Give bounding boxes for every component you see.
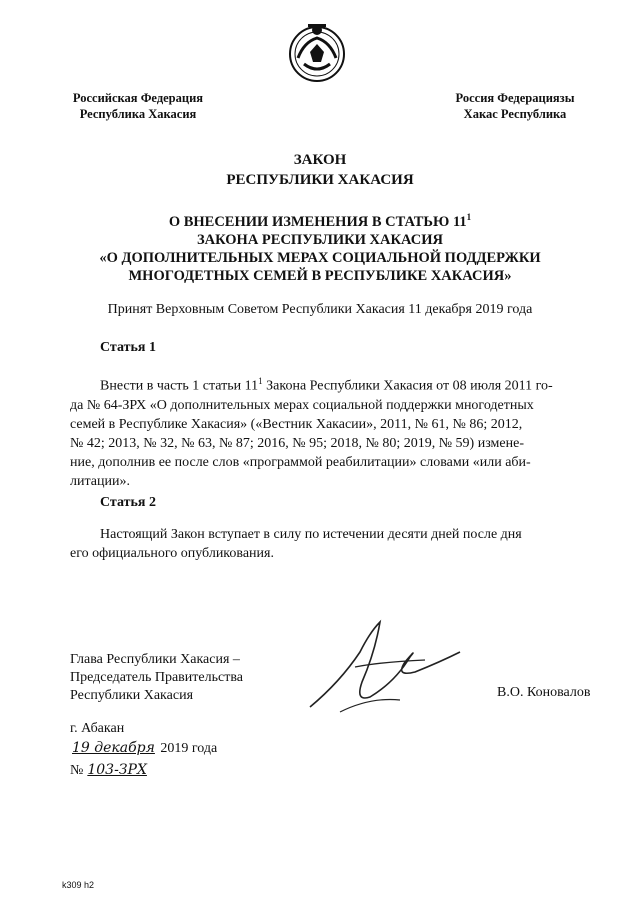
article-1-title: Статья 1 — [100, 340, 156, 355]
number-sign: № — [70, 763, 84, 778]
article-2-title: Статья 2 — [100, 495, 156, 510]
article-1-line: литации». — [70, 473, 130, 489]
header-right-line: Россия Федерациязы — [455, 91, 575, 105]
article-1-line: семей в Республике Хакасия» («Вестник Хакасии», 2011, № 61, № 86; 2012, — [70, 416, 523, 432]
article-1-line: № 42; 2013, № 32, № 63, № 87; 2016, № 95; 2018, № 80; 2019, № 59) измене- — [70, 435, 524, 451]
signatory-position-line: Республики Хакасия — [70, 688, 194, 703]
article-1-line: ние, дополнив ее после слов «программой реабилитации» словами «или аби- — [70, 454, 531, 470]
article-1-text — [70, 372, 608, 491]
signatory-position — [70, 651, 243, 705]
city: г. Абакан — [70, 721, 125, 736]
law-heading — [60, 208, 580, 285]
document-subtitle: РЕСПУБЛИКИ ХАКАСИЯ — [226, 172, 414, 188]
header-left-line: Российская Федерация — [72, 91, 204, 105]
signing-date — [70, 740, 217, 757]
handwritten-signature — [300, 612, 470, 722]
law-heading-line: ЗАКОНА РЕСПУБЛИКИ ХАКАСИЯ — [196, 231, 443, 248]
law-heading-line: «О ДОПОЛНИТЕЛЬНЫХ МЕРАХ СОЦИАЛЬНОЙ ПОДДЕРЖКИ — [99, 249, 541, 266]
article-2-line: Настоящий Закон вступает в силу по истечении десяти дней после дня — [100, 527, 522, 542]
date-year: 2019 года — [160, 741, 218, 756]
header-left-block — [58, 90, 218, 122]
article-1-line: Внести в часть 1 статьи $11^1$ Закона Республики Хакасия от 08 июля 2011 го- — [100, 376, 553, 394]
article-2-text — [70, 525, 608, 563]
header-left-line: Республика Хакасия — [79, 107, 197, 121]
article-1-line: да № 64-ЗРХ «О дополнительных мерах социальной поддержки многодетных — [70, 397, 534, 413]
adoption-statement: Принят Верховным Советом Республики Хакасия 11 декабря 2019 года — [107, 302, 533, 317]
handwritten-date: 19 декабря — [72, 740, 155, 756]
law-number — [70, 762, 151, 779]
signer-name: В.О. Коновалов — [497, 685, 591, 700]
handwritten-number: 103-ЗРХ — [87, 762, 147, 778]
signatory-position-line: Председатель Правительства — [70, 670, 243, 685]
document-title: ЗАКОН — [293, 152, 347, 168]
coat-of-arms-emblem — [286, 20, 348, 84]
document-code: k309 h2 — [62, 880, 95, 890]
law-heading-line: О ВНЕСЕНИИ ИЗМЕНЕНИЯ В СТАТЬЮ $11^1$ — [168, 212, 472, 230]
law-heading-line: МНОГОДЕТНЫХ СЕМЕЙ В РЕСПУБЛИКЕ ХАКАСИЯ» — [128, 267, 512, 284]
header-right-line: Хакас Республика — [463, 107, 567, 121]
header-right-block — [430, 90, 600, 122]
signatory-position-line: Глава Республики Хакасия – — [70, 652, 240, 667]
article-2-line: его официального опубликования. — [70, 546, 274, 561]
